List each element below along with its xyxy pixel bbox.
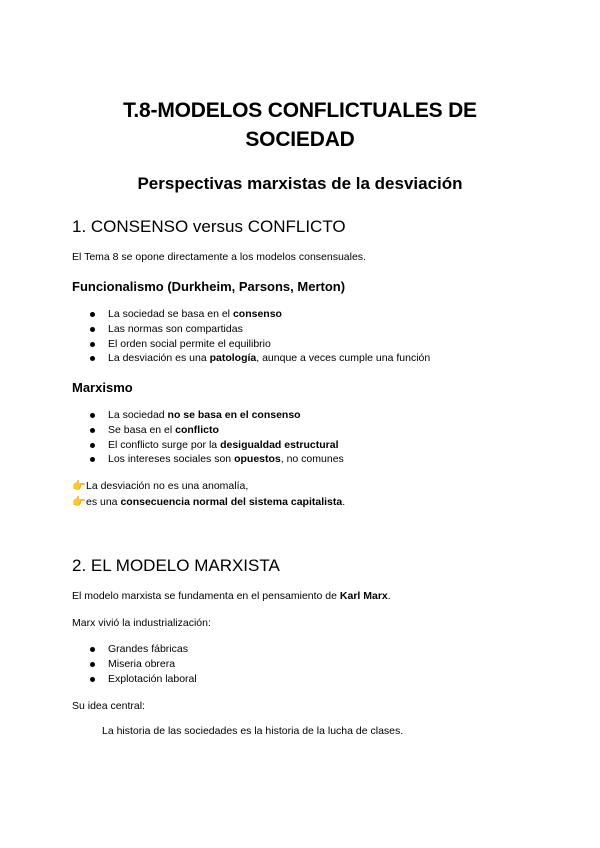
bullet-icon xyxy=(90,428,95,433)
pointing-right-hand-icon: 👉 xyxy=(72,480,86,492)
bullet-icon xyxy=(90,312,95,317)
list-item: Grandes fábricas xyxy=(88,642,197,657)
list-item: La sociedad se basa en el consenso xyxy=(88,307,430,322)
list-item: Se basa en el conflicto xyxy=(88,423,344,438)
section-1-heading: 1. CONSENSO versus CONFLICTO xyxy=(72,217,346,236)
list-item: Miseria obrera xyxy=(88,657,197,672)
bullet-icon xyxy=(90,413,95,418)
bullet-icon xyxy=(90,677,95,682)
bullet-icon xyxy=(90,647,95,652)
document-title xyxy=(40,96,560,154)
bullet-icon xyxy=(90,443,95,448)
list-item: Las normas son compartidas xyxy=(88,322,430,337)
bullet-icon xyxy=(90,342,95,347)
list-item: Los intereses sociales son opuestos, no comunes xyxy=(88,452,344,467)
idea-central-label: Su idea central: xyxy=(72,700,145,712)
note-line-1: 👉La desviación no es una anomalía, xyxy=(72,480,249,492)
funcionalismo-heading: Funcionalismo (Durkheim, Parsons, Merton) xyxy=(72,279,346,294)
idea-central-quote: La historia de las sociedades es la historia de la lucha de clases. xyxy=(102,725,404,737)
funcionalismo-list xyxy=(88,307,430,366)
bullet-icon xyxy=(90,356,95,361)
section-2-intro: El modelo marxista se fundamenta en el pensamiento de Karl Marx. xyxy=(72,590,391,602)
section-2-heading: 2. EL MODELO MARXISTA xyxy=(72,556,280,575)
list-item: El conflicto surge por la desigualdad estructural xyxy=(88,438,344,453)
title-line-1: T.8-MODELOS CONFLICTUALES DE xyxy=(123,99,477,122)
marxismo-heading: Marxismo xyxy=(72,380,133,395)
note-line-2: 👉es una consecuencia normal del sistema capitalista. xyxy=(72,496,346,508)
marx-lived-text: Marx vivió la industrialización: xyxy=(72,617,211,629)
industrializacion-list xyxy=(88,642,197,686)
pointing-right-hand-icon: 👉 xyxy=(72,496,86,508)
list-item: La sociedad no se basa en el consenso xyxy=(88,408,344,423)
document-subtitle: Perspectivas marxistas de la desviación xyxy=(137,174,463,193)
marxismo-list xyxy=(88,408,344,467)
list-item: El orden social permite el equilibrio xyxy=(88,337,430,352)
section-1-intro: El Tema 8 se opone directamente a los modelos consensuales. xyxy=(72,251,366,263)
bullet-icon xyxy=(90,327,95,332)
list-item: Explotación laboral xyxy=(88,672,197,687)
list-item: La desviación es una patología, aunque a veces cumple una función xyxy=(88,351,430,366)
bullet-icon xyxy=(90,662,95,667)
title-line-2: SOCIEDAD xyxy=(245,128,355,151)
bullet-icon xyxy=(90,457,95,462)
